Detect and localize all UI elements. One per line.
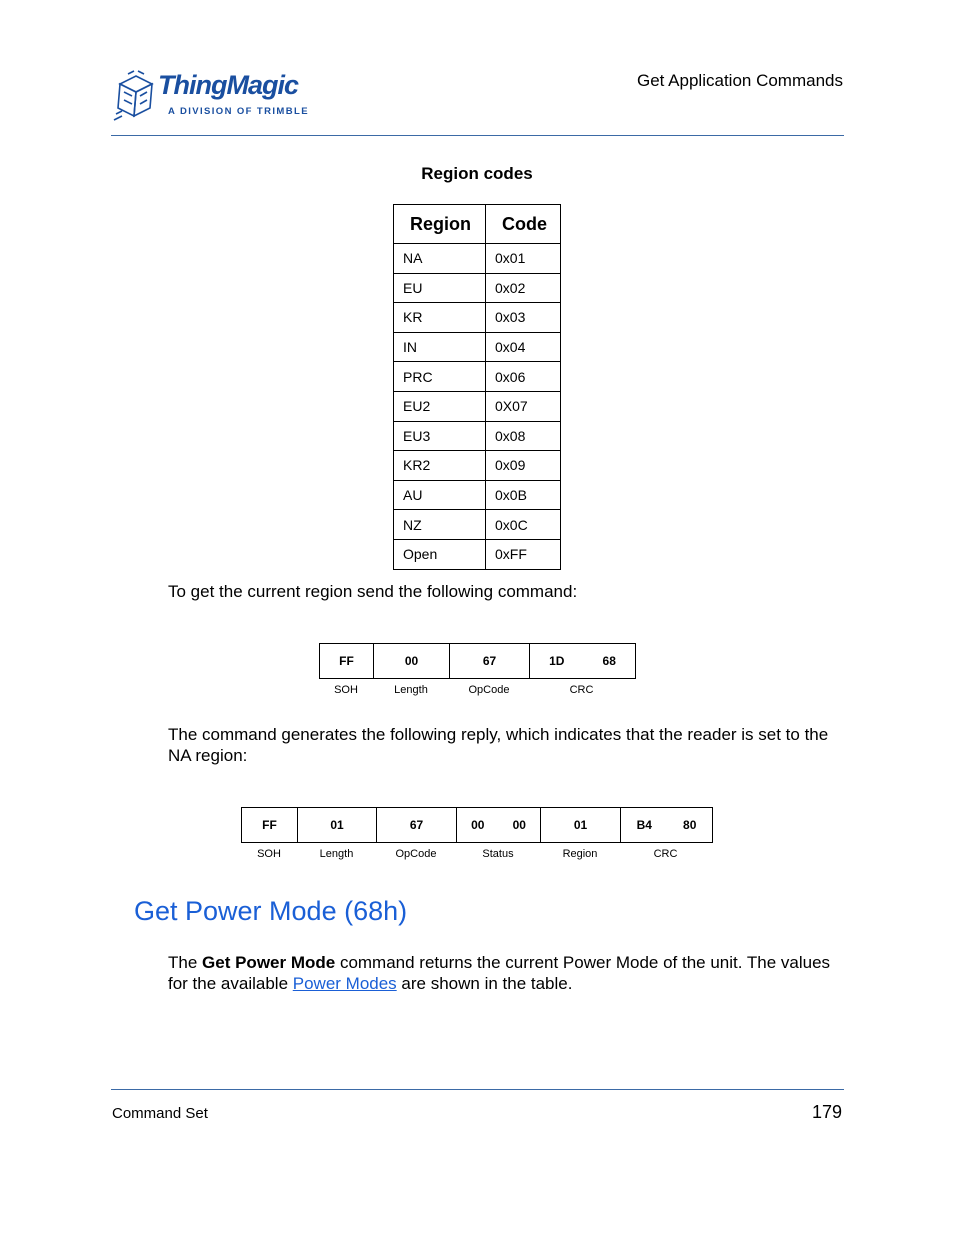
code-cell: 0X07 bbox=[486, 391, 561, 421]
packet-field-opcode bbox=[450, 644, 530, 678]
table-row bbox=[394, 510, 561, 540]
table-caption: Region codes bbox=[421, 164, 533, 183]
power-modes-link[interactable]: Power Modes bbox=[292, 974, 397, 993]
packet-byte: 01 bbox=[573, 818, 588, 832]
region-cell: PRC bbox=[394, 362, 486, 392]
packet-label: OpCode bbox=[395, 848, 437, 860]
para-suffix: are shown in the table. bbox=[396, 974, 573, 993]
region-codes-table bbox=[393, 204, 561, 570]
command-intro-text: To get the current region send the following command: bbox=[168, 582, 578, 601]
region-cell: NZ bbox=[394, 510, 486, 540]
packet-field-opcode bbox=[377, 808, 457, 842]
packet-label: SOH bbox=[257, 848, 281, 860]
packet-label: Status bbox=[482, 848, 514, 860]
packet-byte: 00 bbox=[512, 818, 526, 832]
region-cell: NA bbox=[394, 244, 486, 274]
packet-field-soh bbox=[242, 808, 298, 842]
reply-packet-labels bbox=[241, 848, 711, 860]
command-packet-labels bbox=[319, 684, 634, 696]
para-middle: command returns the current Power Mode of the unit. The values for the available bbox=[168, 953, 831, 993]
region-cell: AU bbox=[394, 480, 486, 510]
logo-tagline: A DIVISION OF TRIMBLE bbox=[168, 106, 309, 117]
packet-label: Length bbox=[319, 848, 354, 860]
footer-rule bbox=[111, 1089, 844, 1090]
packet-byte: FF bbox=[262, 818, 277, 832]
packet-field-crc bbox=[621, 808, 712, 842]
header-rule bbox=[111, 135, 844, 136]
packet-byte: 01 bbox=[330, 818, 344, 832]
packet-field-length bbox=[374, 644, 450, 678]
packet-byte: B4 bbox=[636, 818, 652, 832]
table-row bbox=[394, 421, 561, 451]
logo-wordmark: ThingMagic bbox=[158, 70, 298, 100]
region-cell: Open bbox=[394, 539, 486, 569]
code-cell: 0xFF bbox=[486, 539, 561, 569]
table-row bbox=[394, 244, 561, 274]
packet-label: OpCode bbox=[468, 684, 510, 696]
footer-chapter: Command Set bbox=[112, 1105, 208, 1122]
reply-packet bbox=[241, 807, 713, 843]
code-cell: 0x03 bbox=[486, 303, 561, 333]
table-row bbox=[394, 303, 561, 333]
code-cell: 0x01 bbox=[486, 244, 561, 274]
packet-byte: 80 bbox=[683, 818, 697, 832]
code-cell: 0x08 bbox=[486, 421, 561, 451]
section-paragraph bbox=[168, 952, 844, 994]
region-cell: KR bbox=[394, 303, 486, 333]
packet-label: Region bbox=[562, 848, 598, 860]
command-packet bbox=[319, 643, 636, 679]
packet-field-length bbox=[298, 808, 377, 842]
packet-field-soh bbox=[320, 644, 374, 678]
packet-label: CRC bbox=[653, 848, 678, 860]
logo-cube-icon bbox=[112, 70, 158, 124]
page-number: 179 bbox=[811, 1102, 842, 1122]
region-cell: EU2 bbox=[394, 391, 486, 421]
packet-label: SOH bbox=[334, 684, 358, 696]
column-header-region: Region bbox=[394, 205, 486, 244]
code-cell: 0x06 bbox=[486, 362, 561, 392]
table-row bbox=[394, 332, 561, 362]
section-heading: Get Power Mode (68h) bbox=[134, 896, 408, 926]
para-prefix: The bbox=[168, 953, 203, 972]
code-cell: 0x0C bbox=[486, 510, 561, 540]
packet-byte: 00 bbox=[404, 654, 419, 668]
region-cell: IN bbox=[394, 332, 486, 362]
table-row bbox=[394, 539, 561, 569]
code-cell: 0x0B bbox=[486, 480, 561, 510]
packet-field-crc bbox=[530, 644, 635, 678]
table-row bbox=[394, 391, 561, 421]
table-row bbox=[394, 451, 561, 481]
table-header-row bbox=[394, 205, 561, 244]
packet-byte: 67 bbox=[409, 818, 424, 832]
packet-byte: 1D bbox=[549, 654, 565, 668]
packet-byte: 68 bbox=[602, 654, 616, 668]
reply-intro-text: The command generates the following reply, which indicates that the reader is set to the NA region: bbox=[168, 725, 829, 765]
region-cell: EU3 bbox=[394, 421, 486, 451]
code-cell: 0x09 bbox=[486, 451, 561, 481]
region-cell: KR2 bbox=[394, 451, 486, 481]
table-row bbox=[394, 480, 561, 510]
para-bold-command: Get Power Mode bbox=[202, 953, 336, 972]
region-cell: EU bbox=[394, 273, 486, 303]
packet-label: Length bbox=[394, 684, 428, 696]
thingmagic-logo bbox=[112, 68, 312, 124]
code-cell: 0x04 bbox=[486, 332, 561, 362]
packet-byte: FF bbox=[339, 654, 354, 668]
packet-field-region bbox=[541, 808, 621, 842]
packet-label: CRC bbox=[569, 684, 594, 696]
table-row bbox=[394, 362, 561, 392]
column-header-code: Code bbox=[486, 205, 561, 244]
packet-byte: 00 bbox=[471, 818, 485, 832]
packet-field-status bbox=[457, 808, 541, 842]
table-row bbox=[394, 273, 561, 303]
packet-byte: 67 bbox=[482, 654, 497, 668]
code-cell: 0x02 bbox=[486, 273, 561, 303]
running-header-title: Get Application Commands bbox=[637, 71, 843, 90]
